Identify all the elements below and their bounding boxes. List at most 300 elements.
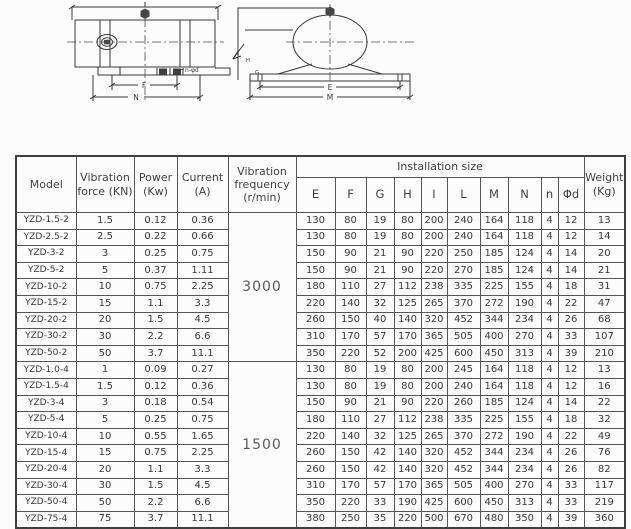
- size-cell: 220: [421, 262, 447, 279]
- size-cell: 272: [480, 295, 508, 312]
- size-cell: 150: [296, 246, 335, 263]
- force-cell: 10: [76, 279, 134, 296]
- size-cell: 26: [558, 461, 584, 478]
- size-cell: 12: [558, 378, 584, 395]
- col-header-installation-size: Installation size: [296, 156, 584, 178]
- size-cell: 90: [335, 395, 366, 412]
- size-cell: 80: [335, 378, 366, 395]
- size-cell: 90: [394, 395, 421, 412]
- size-cell: 110: [335, 412, 366, 429]
- size-cell: 238: [421, 279, 447, 296]
- size-cell: 400: [480, 329, 508, 346]
- size-cell: 4: [541, 495, 558, 512]
- size-cell: 140: [394, 445, 421, 462]
- size-cell: 12: [558, 213, 584, 230]
- table-row: [16, 395, 625, 412]
- size-cell: 335: [447, 279, 480, 296]
- table-row: [16, 279, 625, 296]
- power-cell: 0.75: [134, 279, 177, 296]
- size-cell: 313: [508, 495, 541, 512]
- size-cell: 220: [421, 246, 447, 263]
- col-header-power: Power (Kw): [134, 156, 177, 213]
- size-cell: 130: [296, 378, 335, 395]
- size-cell: 90: [335, 262, 366, 279]
- current-cell: 0.75: [177, 246, 228, 263]
- size-cell: 26: [558, 445, 584, 462]
- size-cell: 350: [508, 511, 541, 528]
- size-cell: 4: [541, 329, 558, 346]
- size-cell: 370: [447, 428, 480, 445]
- table-row: [16, 478, 625, 495]
- size-cell: 270: [447, 262, 480, 279]
- model-cell: YZD-20-2: [16, 312, 76, 329]
- size-cell: 125: [394, 295, 421, 312]
- power-cell: 1.5: [134, 478, 177, 495]
- col-header-model: Model: [16, 156, 76, 213]
- table-row: [16, 312, 625, 329]
- size-cell: 220: [335, 495, 366, 512]
- size-cell: 130: [296, 229, 335, 246]
- size-cell: 200: [421, 378, 447, 395]
- size-cell: 240: [447, 229, 480, 246]
- size-cell: 425: [421, 345, 447, 362]
- dim-label-h: H: [245, 58, 251, 64]
- weight-cell: 82: [584, 461, 625, 478]
- size-cell: 234: [508, 445, 541, 462]
- size-cell: 200: [421, 229, 447, 246]
- frequency-cell: 1500: [228, 362, 296, 528]
- size-cell: 112: [394, 279, 421, 296]
- holes-callout-label: n-φd: [185, 67, 199, 74]
- size-cell: 450: [480, 345, 508, 362]
- force-cell: 2.5: [76, 229, 134, 246]
- size-cell: 4: [541, 279, 558, 296]
- weight-cell: 22: [584, 395, 625, 412]
- size-cell: 4: [541, 229, 558, 246]
- table-row: [16, 445, 625, 462]
- force-cell: 20: [76, 312, 134, 329]
- size-cell: 4: [541, 345, 558, 362]
- power-cell: 3.7: [134, 345, 177, 362]
- size-cell: 170: [394, 478, 421, 495]
- size-cell: 272: [480, 428, 508, 445]
- force-cell: 50: [76, 495, 134, 512]
- size-cell: 33: [366, 495, 394, 512]
- col-header-size-2: G: [366, 178, 394, 213]
- size-cell: 200: [421, 362, 447, 379]
- col-header-frequency: Vibration frequency (r/min): [228, 156, 296, 213]
- table-row: [16, 428, 625, 445]
- power-cell: 0.55: [134, 428, 177, 445]
- size-cell: 260: [447, 395, 480, 412]
- size-cell: 164: [480, 378, 508, 395]
- size-cell: 124: [508, 395, 541, 412]
- col-header-size-1: F: [335, 178, 366, 213]
- size-cell: 124: [508, 246, 541, 263]
- size-cell: 4: [541, 461, 558, 478]
- size-cell: 125: [394, 428, 421, 445]
- motor-side-view-drawing: [228, 0, 418, 112]
- size-cell: 90: [394, 262, 421, 279]
- power-cell: 1.5: [134, 312, 177, 329]
- size-cell: 260: [296, 461, 335, 478]
- size-cell: 335: [447, 412, 480, 429]
- size-cell: 21: [366, 262, 394, 279]
- size-cell: 118: [508, 378, 541, 395]
- size-cell: 480: [480, 511, 508, 528]
- size-cell: 320: [421, 312, 447, 329]
- col-header-current: Current (A): [177, 156, 228, 213]
- motor-front-view-drawing: [64, 0, 239, 112]
- dim-label-e: E: [327, 83, 333, 92]
- size-cell: 57: [366, 329, 394, 346]
- size-cell: 170: [335, 329, 366, 346]
- power-cell: 3.7: [134, 511, 177, 528]
- model-cell: YZD-3-4: [16, 395, 76, 412]
- weight-cell: 32: [584, 412, 625, 429]
- size-cell: 155: [508, 279, 541, 296]
- size-cell: 452: [447, 445, 480, 462]
- col-header-size-9: Φd: [558, 178, 584, 213]
- size-cell: 18: [558, 412, 584, 429]
- spec-table-body: [16, 213, 625, 529]
- size-cell: 185: [480, 262, 508, 279]
- size-cell: 27: [366, 279, 394, 296]
- weight-cell: 107: [584, 329, 625, 346]
- dim-label-g: G: [254, 70, 260, 76]
- size-cell: 57: [366, 478, 394, 495]
- size-cell: 190: [394, 495, 421, 512]
- current-cell: 3.3: [177, 461, 228, 478]
- current-cell: 6.6: [177, 329, 228, 346]
- table-row: [16, 229, 625, 246]
- size-cell: 600: [447, 345, 480, 362]
- size-cell: 220: [421, 395, 447, 412]
- size-cell: 42: [366, 445, 394, 462]
- table-row: [16, 329, 625, 346]
- size-cell: 4: [541, 511, 558, 528]
- size-cell: 21: [366, 246, 394, 263]
- size-cell: 260: [296, 312, 335, 329]
- weight-cell: 76: [584, 445, 625, 462]
- size-cell: 124: [508, 262, 541, 279]
- size-cell: 33: [558, 495, 584, 512]
- model-cell: YZD-2.5-2: [16, 229, 76, 246]
- weight-cell: 16: [584, 378, 625, 395]
- size-cell: 27: [366, 412, 394, 429]
- size-cell: 150: [335, 445, 366, 462]
- size-cell: 130: [296, 362, 335, 379]
- size-cell: 52: [366, 345, 394, 362]
- size-cell: 313: [508, 345, 541, 362]
- size-cell: 380: [296, 511, 335, 528]
- size-cell: 320: [421, 445, 447, 462]
- weight-cell: 13: [584, 213, 625, 230]
- model-cell: YZD-1.5-4: [16, 378, 76, 395]
- size-cell: 19: [366, 378, 394, 395]
- col-header-size-3: H: [394, 178, 421, 213]
- size-cell: 4: [541, 395, 558, 412]
- power-cell: 0.25: [134, 246, 177, 263]
- power-cell: 0.09: [134, 362, 177, 379]
- col-header-weight: Weight (Kg): [584, 156, 625, 213]
- size-cell: 220: [335, 345, 366, 362]
- current-cell: 0.36: [177, 378, 228, 395]
- col-header-size-7: N: [508, 178, 541, 213]
- current-cell: 0.54: [177, 395, 228, 412]
- size-cell: 19: [366, 229, 394, 246]
- size-cell: 400: [480, 478, 508, 495]
- size-cell: 245: [447, 362, 480, 379]
- force-cell: 5: [76, 262, 134, 279]
- model-cell: YZD-15-2: [16, 295, 76, 312]
- power-cell: 1.1: [134, 461, 177, 478]
- size-cell: 270: [508, 329, 541, 346]
- size-cell: 32: [366, 428, 394, 445]
- force-cell: 5: [76, 412, 134, 429]
- size-cell: 4: [541, 428, 558, 445]
- size-cell: 310: [296, 478, 335, 495]
- power-cell: 0.25: [134, 412, 177, 429]
- size-cell: 21: [366, 395, 394, 412]
- power-cell: 0.12: [134, 378, 177, 395]
- table-row: [16, 345, 625, 362]
- size-cell: 14: [558, 395, 584, 412]
- size-cell: 155: [508, 412, 541, 429]
- current-cell: 2.25: [177, 445, 228, 462]
- size-cell: 90: [394, 246, 421, 263]
- dim-label-m: M: [326, 93, 334, 102]
- model-cell: YZD-1.0-4: [16, 362, 76, 379]
- size-cell: 19: [366, 213, 394, 230]
- col-header-force: Vibration force (KN): [76, 156, 134, 213]
- size-cell: 19: [366, 362, 394, 379]
- force-cell: 10: [76, 428, 134, 445]
- model-cell: YZD-50-4: [16, 495, 76, 512]
- weight-cell: 68: [584, 312, 625, 329]
- power-cell: 1.1: [134, 295, 177, 312]
- size-cell: 33: [558, 478, 584, 495]
- size-cell: 39: [558, 345, 584, 362]
- size-cell: 80: [335, 362, 366, 379]
- size-cell: 4: [541, 246, 558, 263]
- size-cell: 350: [296, 495, 335, 512]
- current-cell: 0.75: [177, 412, 228, 429]
- size-cell: 370: [447, 295, 480, 312]
- current-cell: 1.65: [177, 428, 228, 445]
- size-cell: 185: [480, 246, 508, 263]
- weight-cell: 31: [584, 279, 625, 296]
- size-cell: 220: [394, 511, 421, 528]
- model-cell: YZD-5-4: [16, 412, 76, 429]
- size-cell: 190: [508, 428, 541, 445]
- size-cell: 344: [480, 445, 508, 462]
- size-cell: 118: [508, 213, 541, 230]
- col-header-size-4: I: [421, 178, 447, 213]
- size-cell: 164: [480, 213, 508, 230]
- size-cell: 4: [541, 412, 558, 429]
- table-row: [16, 246, 625, 263]
- size-cell: 12: [558, 229, 584, 246]
- size-cell: 150: [335, 312, 366, 329]
- size-cell: 140: [335, 295, 366, 312]
- size-cell: 4: [541, 478, 558, 495]
- size-cell: 40: [366, 312, 394, 329]
- size-cell: 180: [296, 279, 335, 296]
- size-cell: 80: [394, 378, 421, 395]
- size-cell: 4: [541, 445, 558, 462]
- weight-cell: 117: [584, 478, 625, 495]
- size-cell: 18: [558, 279, 584, 296]
- model-cell: YZD-20-4: [16, 461, 76, 478]
- size-cell: 185: [480, 395, 508, 412]
- size-cell: 140: [335, 428, 366, 445]
- size-cell: 80: [394, 362, 421, 379]
- size-cell: 26: [558, 312, 584, 329]
- current-cell: 6.6: [177, 495, 228, 512]
- size-cell: 234: [508, 461, 541, 478]
- current-cell: 0.36: [177, 213, 228, 230]
- current-cell: 11.1: [177, 345, 228, 362]
- current-cell: 1.11: [177, 262, 228, 279]
- power-cell: 0.22: [134, 229, 177, 246]
- size-cell: 365: [421, 478, 447, 495]
- size-cell: 170: [394, 329, 421, 346]
- model-cell: YZD-30-2: [16, 329, 76, 346]
- size-cell: 150: [335, 461, 366, 478]
- size-cell: 4: [541, 213, 558, 230]
- power-cell: 0.37: [134, 262, 177, 279]
- size-cell: 225: [480, 412, 508, 429]
- size-cell: 344: [480, 312, 508, 329]
- size-cell: 80: [394, 229, 421, 246]
- table-row: [16, 495, 625, 512]
- table-row: [16, 461, 625, 478]
- dim-label-f: F: [141, 81, 147, 90]
- force-cell: 30: [76, 329, 134, 346]
- model-cell: YZD-1.5-2: [16, 213, 76, 230]
- force-cell: 1.5: [76, 213, 134, 230]
- weight-cell: 13: [584, 362, 625, 379]
- size-cell: 4: [541, 312, 558, 329]
- size-cell: 42: [366, 461, 394, 478]
- size-cell: 164: [480, 362, 508, 379]
- size-cell: 170: [335, 478, 366, 495]
- table-row: [16, 213, 625, 230]
- size-cell: 200: [394, 345, 421, 362]
- table-row: [16, 262, 625, 279]
- force-cell: 3: [76, 395, 134, 412]
- size-cell: 130: [296, 213, 335, 230]
- model-cell: YZD-10-2: [16, 279, 76, 296]
- model-cell: YZD-5-2: [16, 262, 76, 279]
- col-header-size-0: E: [296, 178, 335, 213]
- size-cell: 270: [508, 478, 541, 495]
- current-cell: 0.27: [177, 362, 228, 379]
- size-cell: 14: [558, 262, 584, 279]
- power-cell: 0.18: [134, 395, 177, 412]
- force-cell: 75: [76, 511, 134, 528]
- table-row: [16, 378, 625, 395]
- size-cell: 150: [296, 395, 335, 412]
- size-cell: 234: [508, 312, 541, 329]
- current-cell: 11.1: [177, 511, 228, 528]
- size-cell: 180: [296, 412, 335, 429]
- size-cell: 365: [421, 329, 447, 346]
- current-cell: 0.66: [177, 229, 228, 246]
- size-cell: 240: [447, 378, 480, 395]
- size-cell: 250: [447, 246, 480, 263]
- size-cell: 112: [394, 412, 421, 429]
- model-cell: YZD-30-4: [16, 478, 76, 495]
- mounting-hole: [173, 69, 181, 75]
- model-cell: YZD-50-2: [16, 345, 76, 362]
- size-cell: 80: [335, 213, 366, 230]
- size-cell: 600: [447, 495, 480, 512]
- force-cell: 1.5: [76, 378, 134, 395]
- size-cell: 4: [541, 378, 558, 395]
- weight-cell: 14: [584, 229, 625, 246]
- size-cell: 238: [421, 412, 447, 429]
- size-cell: 220: [296, 428, 335, 445]
- model-cell: YZD-3-2: [16, 246, 76, 263]
- size-cell: 505: [447, 329, 480, 346]
- weight-cell: 47: [584, 295, 625, 312]
- size-cell: 32: [366, 295, 394, 312]
- size-cell: 350: [296, 345, 335, 362]
- size-cell: 164: [480, 229, 508, 246]
- size-cell: 190: [508, 295, 541, 312]
- force-cell: 15: [76, 295, 134, 312]
- spec-table: [15, 155, 626, 529]
- size-cell: 4: [541, 362, 558, 379]
- size-cell: 33: [558, 329, 584, 346]
- force-cell: 50: [76, 345, 134, 362]
- weight-cell: 21: [584, 262, 625, 279]
- size-cell: 265: [421, 295, 447, 312]
- model-cell: YZD-15-4: [16, 445, 76, 462]
- current-cell: 2.25: [177, 279, 228, 296]
- model-cell: YZD-75-4: [16, 511, 76, 528]
- size-cell: 225: [480, 279, 508, 296]
- size-cell: 12: [558, 362, 584, 379]
- size-cell: 118: [508, 362, 541, 379]
- force-cell: 30: [76, 478, 134, 495]
- size-cell: 220: [296, 295, 335, 312]
- size-cell: 140: [394, 312, 421, 329]
- weight-cell: 20: [584, 246, 625, 263]
- size-cell: 90: [335, 246, 366, 263]
- current-cell: 3.3: [177, 295, 228, 312]
- size-cell: 14: [558, 246, 584, 263]
- size-cell: 80: [394, 213, 421, 230]
- col-header-size-8: n: [541, 178, 558, 213]
- size-cell: 35: [366, 511, 394, 528]
- size-cell: 150: [296, 262, 335, 279]
- size-cell: 505: [447, 478, 480, 495]
- frequency-cell: 3000: [228, 213, 296, 362]
- size-cell: 260: [296, 445, 335, 462]
- power-cell: 2.2: [134, 495, 177, 512]
- header-row-1: [16, 156, 625, 178]
- weight-cell: 360: [584, 511, 625, 528]
- size-cell: 240: [447, 213, 480, 230]
- table-row: [16, 511, 625, 528]
- power-cell: 0.12: [134, 213, 177, 230]
- size-cell: 452: [447, 312, 480, 329]
- dim-label-n: N: [133, 93, 139, 102]
- size-cell: 450: [480, 495, 508, 512]
